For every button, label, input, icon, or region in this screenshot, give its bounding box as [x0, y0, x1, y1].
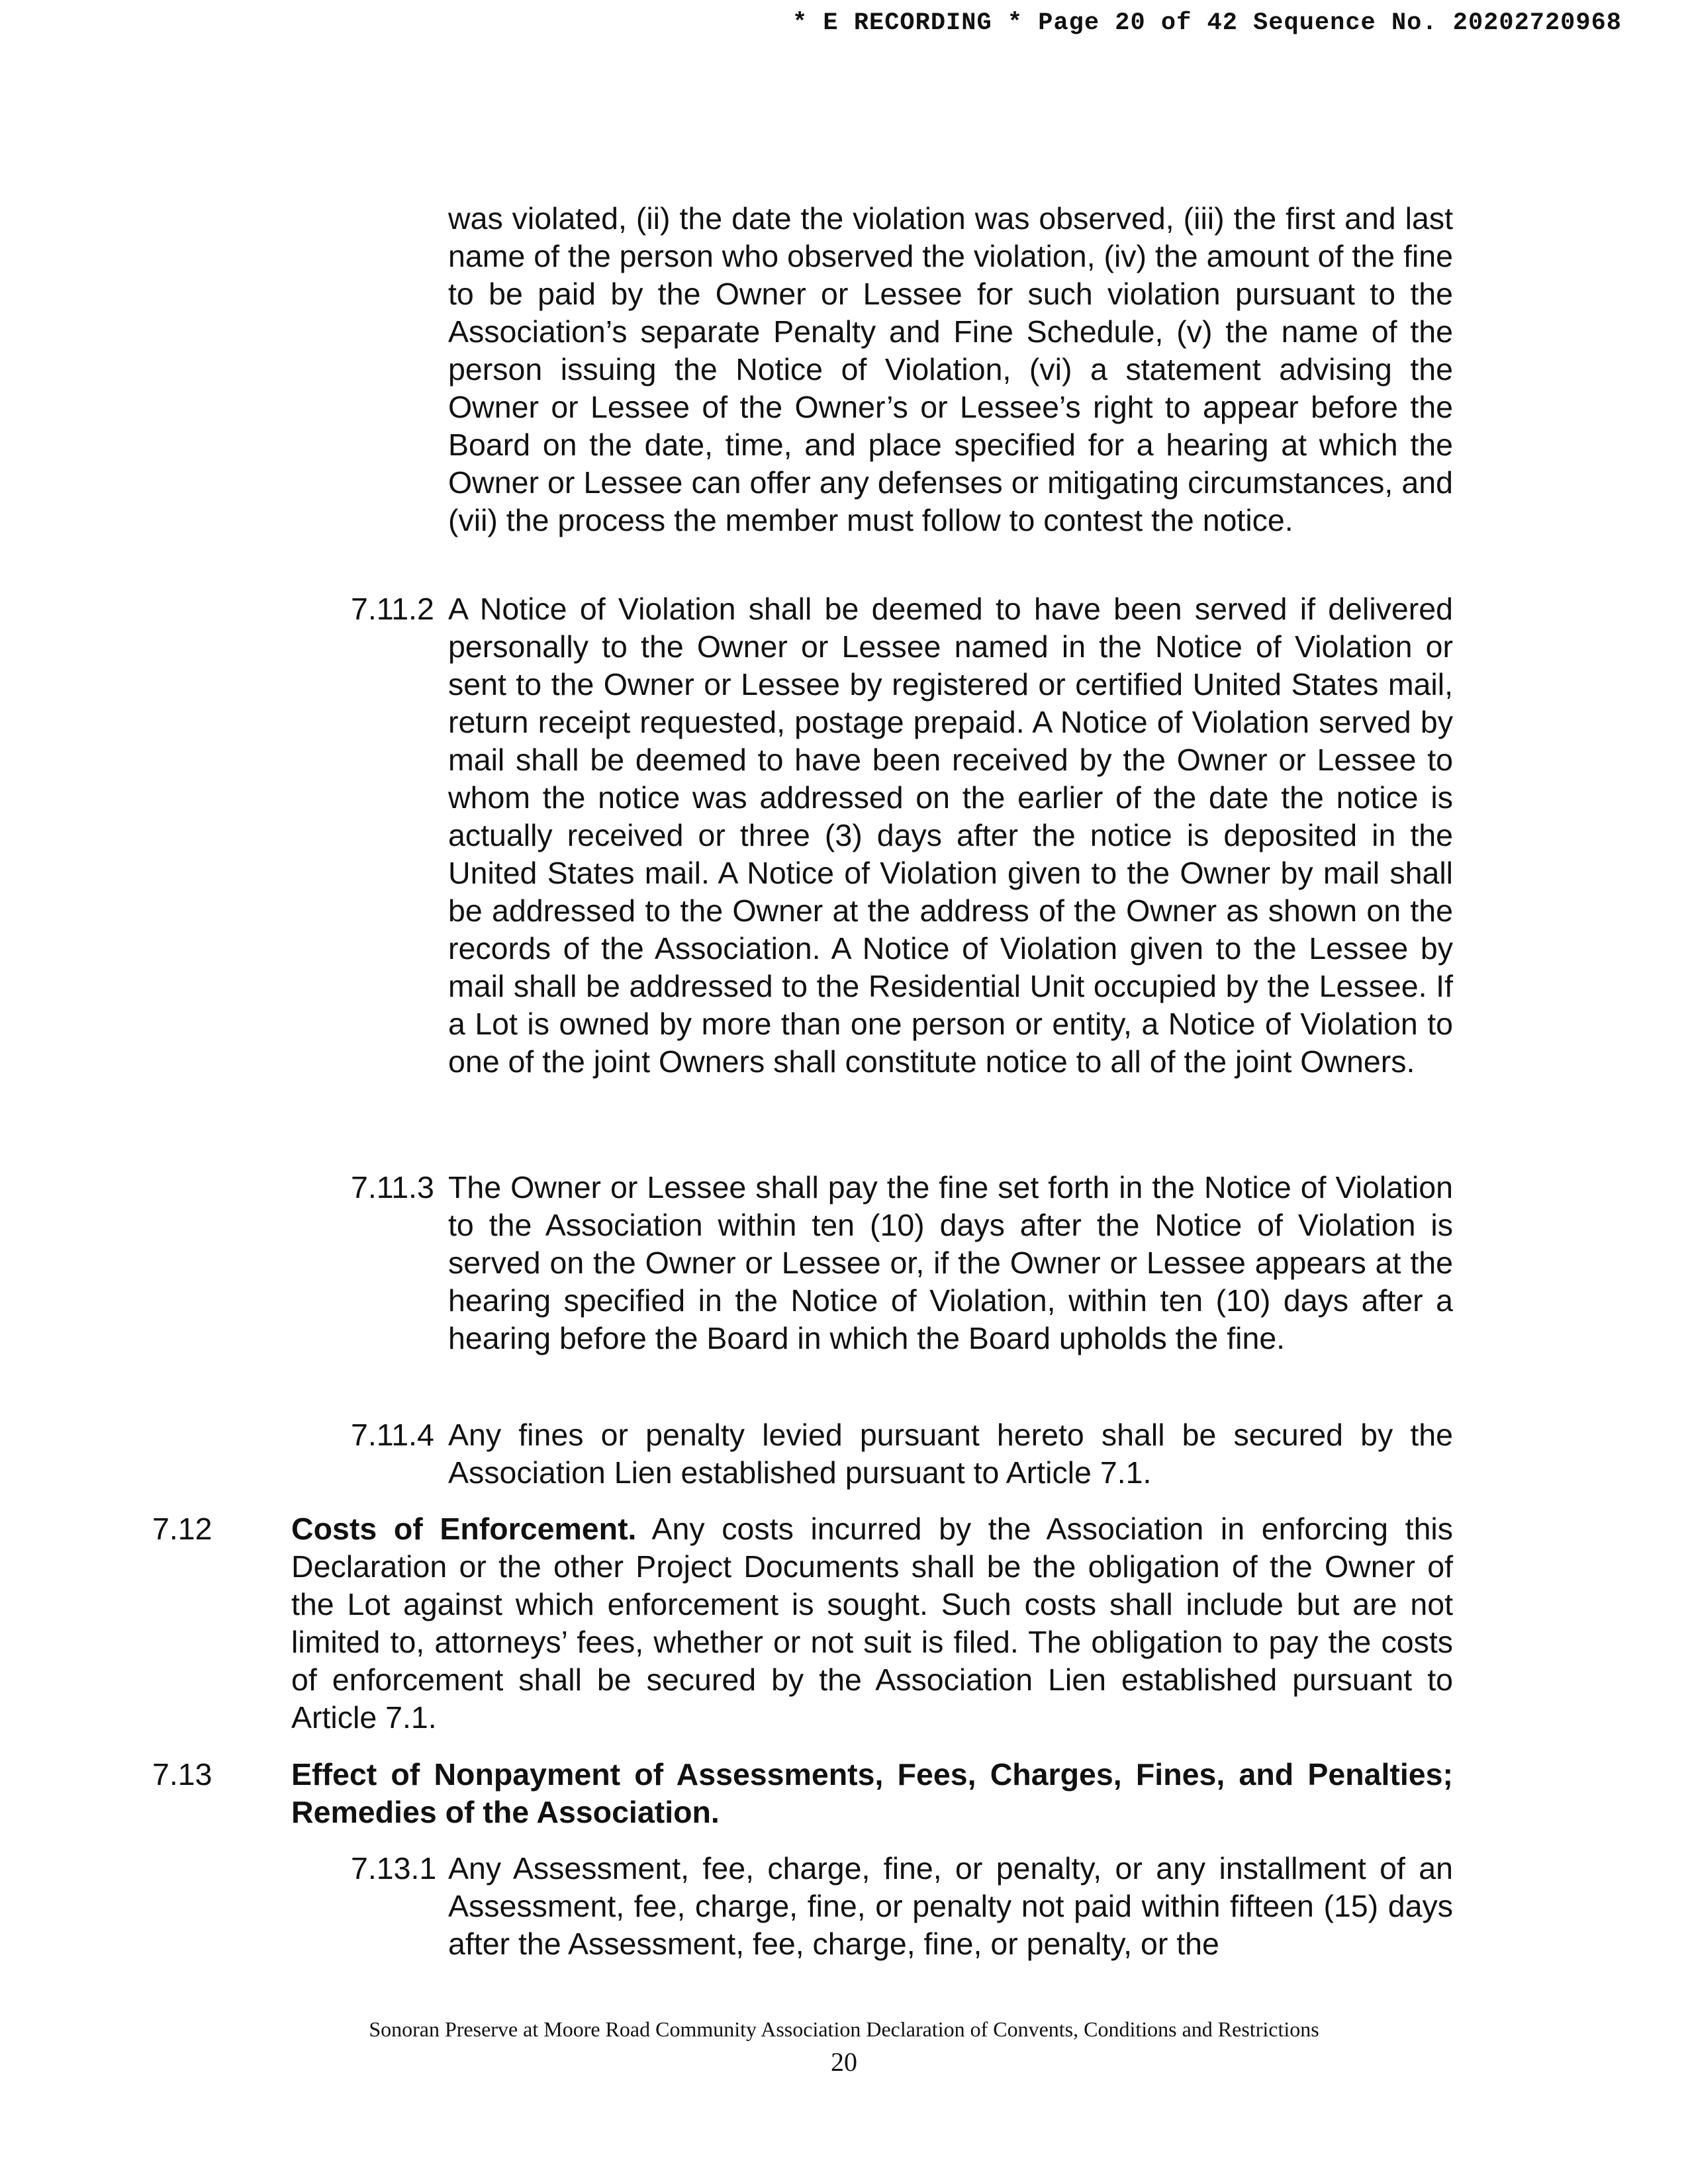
subsection-number: 7.11.2	[351, 592, 434, 626]
section-paragraph	[291, 1510, 1453, 1737]
footer-title: Sonoran Preserve at Moore Road Community Association Declaration of Convents, Conditions and Restrictions	[369, 2017, 1319, 2041]
subsection-number: 7.11.4	[351, 1418, 434, 1452]
subsection-text: A Notice of Violation shall be deemed to have been served if delivered personally to the Owner or Lessee named in the Notice of Violation or sent to the Owner or Lessee by registered or certified United States mail, return receipt requested, postage prepaid. A Notice of Violation served by mail shall be deemed to have been received by the Owner or Lessee to whom the notice was addressed on the earlier of the date the notice is actually received or three (3) days after the notice is deposited in the United States mail. A Notice of Violation given to the Owner by mail shall be addressed to the Owner at the address of the Owner as shown on the records of the Association. A Notice of Violation given to the Lessee by mail shall be addressed to the Residential Unit occupied by the Lessee. If a Lot is owned by more than one person or entity, a Notice of Violation to one of the joint Owners shall constitute notice to all of the joint Owners.	[448, 592, 1453, 1079]
section-heading: Costs of Enforcement.	[291, 1512, 637, 1546]
subsection-7-13-1	[351, 1850, 1453, 1963]
section-text: Any costs incurred by the Association in enforcing this Declaration or the other Project Documents shall be the obligation of the Owner of the Lot against which enforcement is sought. Such costs shall include but are not limited to, attorneys’ fees, whether or not suit is filed. The obligation to pay the costs of enforcement shall be secured by the Association Lien established pursuant to Article 7.1.	[291, 1512, 1454, 1735]
subsection-text: Any Assessment, fee, charge, fine, or penalty, or any installment of an Assessment, fee, charge, fine, or penalty not paid within fifteen (15) days after the Assessment, fee, charge, fine, or penalty, or the	[448, 1851, 1453, 1961]
section-number: 7.12	[152, 1512, 212, 1546]
section-paragraph	[291, 1756, 1453, 1831]
section-7-13	[152, 1756, 1453, 1831]
subsection-number: 7.13.1	[351, 1851, 437, 1886]
subsection-number: 7.11.3	[351, 1170, 434, 1205]
page-footer	[0, 2016, 1688, 2078]
section-number: 7.13	[152, 1757, 212, 1792]
subsection-7-11-3	[351, 1169, 1453, 1357]
subsection-7-11-4	[351, 1416, 1453, 1492]
subsection-text: Any fines or penalty levied pursuant hereto shall be secured by the Association Lien established pursuant to Article 7.1.	[448, 1418, 1453, 1490]
section-7-12	[152, 1510, 1453, 1737]
page-number: 20	[831, 2047, 857, 2077]
continuation-text: was violated, (ii) the date the violation was observed, (iii) the first and last name of the person who observed the violation, (iv) the amount of the fine to be paid by the Owner or Lessee for such violation pursuant to the Association’s separate Penalty and Fine Schedule, (v) the name of the person issuing the Notice of Violation, (vi) a statement advising the Owner or Lessee of the Owner’s or Lessee’s right to appear before the Board on the date, time, and place specified for a hearing at which the Owner or Lessee can offer any defenses or mitigating circumstances, and (vii) the process the member must follow to contest the notice.	[448, 201, 1453, 537]
continuation-paragraph	[448, 200, 1453, 539]
recording-header: * E RECORDING * Page 20 of 42 Sequence No. 20202720968	[792, 9, 1622, 37]
subsection-7-11-2	[351, 590, 1453, 1081]
section-heading: Effect of Nonpayment of Assessments, Fees, Charges, Fines, and Penalties; Remedies of the Association.	[291, 1757, 1453, 1829]
subsection-text: The Owner or Lessee shall pay the fine set forth in the Notice of Violation to the Association within ten (10) days after the Notice of Violation is served on the Owner or Lessee or, if the Owner or Lessee appears at the hearing specified in the Notice of Violation, within ten (10) days after a hearing before the Board in which the Board upholds the fine.	[448, 1170, 1453, 1355]
